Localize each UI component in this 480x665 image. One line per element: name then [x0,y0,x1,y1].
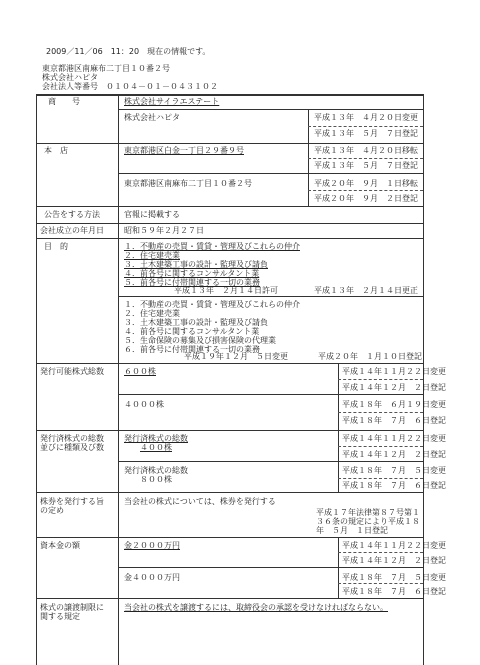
mokuteki-new-date-2: 平成２０年 １月１０日登記 [318,352,422,361]
hakkozumi-change-date-2: 平成１８年 ７月 ５日変更 [342,466,446,475]
shihon-change-date-2: 平成１８年 ７月 ５日変更 [342,573,446,582]
corporate-number: 会社法人等番号 ０１０４－０１－０４３１０２ [42,82,218,91]
company-name: 株式会社ハピタ [42,73,98,82]
mokuteki-new-6: ６．前各号に付帯関連する一切の業務 [124,345,260,354]
mokuteki-old-1: １．不動産の売買・賃貸・管理及びこれらの仲介 [124,242,300,251]
label-honten: 本 店 [44,146,68,155]
shihon-change-date-1: 平成１４年１１月２２日変更 [342,541,446,550]
mokuteki-old-date: 平成１３年 ２月１４日許可 [174,286,278,295]
hakkozumi-register-date-2: 平成１８年 ７月 ６日登記 [342,481,446,490]
label-shogo: 商 号 [48,97,80,106]
honten-move-date-2: 平成２０年 ９月 １日移転 [314,179,418,188]
mokuteki-old-date-2: 平成１３年 ２月１４日更正 [314,286,418,295]
label-koukoku: 公告をする方法 [44,210,100,219]
shihon-register-date-2: 平成１８年 ７月 ６日登記 [342,587,446,596]
mokuteki-new-date: 平成１９年１２月 ５日変更 [184,352,288,361]
kabuken-value: 当会社の株式については、株券を発行する [124,497,276,506]
honten-register-date-1: 平成１３年 ５月 ７日登記 [314,161,418,170]
hakkozumi-old-value: ４００株 [140,443,172,452]
honten-current: 東京都港区南麻布二丁目１０番２号 [124,179,252,188]
label-kabuken-1: 株券を発行する旨 [40,497,104,506]
kanou-old: ６００株 [124,367,156,376]
label-seiritsu: 会社成立の年月日 [40,226,104,235]
jouto-value: 当会社の株式を譲渡するには、取締役会の承認を受けなければならない。 [124,603,388,612]
kabuken-note-1: 平成１７年法律第８７号第１ [316,508,420,517]
kanou-change-date-1: 平成１４年１１月２２日変更 [342,367,446,376]
mokuteki-old-2: ２．住宅建売業 [124,251,180,260]
label-shihon: 資本金の額 [40,541,80,550]
hakkozumi-current-value: ８００株 [140,475,172,484]
label-hakkozumi-1: 発行済株式の総数 [40,434,104,443]
label-mokuteki: 目 的 [44,242,68,251]
mokuteki-new-3: ３．土木建築工事の設計・監理及び請負 [124,318,268,327]
hakkozumi-register-date-1: 平成１４年１２月 ２日登記 [342,450,446,459]
label-kanou: 発行可能株式総数 [40,367,104,376]
kabuken-note-2: ３６条の規定により平成１８ [316,517,420,526]
mokuteki-new-4: ４．前各号に関するコンサルタント業 [124,327,260,336]
kanou-register-date-1: 平成１４年１２月 ２日登記 [342,383,446,392]
mokuteki-new-5: ５．生命保険の募集及び損害保険の代理業 [124,336,276,345]
kabuken-note-3: 年 ５月 １日登記 [316,526,388,535]
label-jouto-1: 株式の譲渡制限に [40,603,104,612]
timestamp: 2009／11／06 11：20 現在の情報です。 [46,47,211,56]
kanou-register-date-2: 平成１８年 ７月 ６日登記 [342,416,446,425]
shogo-old: 株式会社サイラエステート [124,97,220,106]
label-jouto-2: 関する規定 [40,612,80,621]
shihon-old: 金２０００万円 [124,541,180,550]
mokuteki-old-4: ４．前各号に関するコンサルタント業 [124,269,260,278]
hakkozumi-change-date-1: 平成１４年１１月２２日変更 [342,434,446,443]
kanou-current: ４０００株 [124,400,164,409]
honten-register-date-2: 平成２０年 ９月 ２日登記 [314,194,418,203]
shihon-current: 金４０００万円 [124,573,180,582]
hakkozumi-current-label: 発行済株式の総数 [124,466,188,475]
koukoku-value: 官報に掲載する [124,210,180,219]
label-kabuken-2: の定め [40,506,64,515]
mokuteki-new-1: １．不動産の売買・賃貸・管理及びこれらの仲介 [124,300,300,309]
shogo-register-date: 平成１３年 ５月 ７日登記 [314,129,418,138]
mokuteki-old-3: ３．土木建築工事の設計・監理及び請負 [124,260,268,269]
honten-move-date-1: 平成１３年 ４月２０日移転 [314,146,418,155]
honten-old: 東京都港区白金一丁目２９番９号 [124,146,244,155]
shogo-current: 株式会社ハピタ [124,113,180,122]
label-hakkozumi-2: 並びに種類及び数 [40,443,104,452]
shihon-register-date-1: 平成１４年１２月 ２日登記 [342,556,446,565]
mokuteki-new-2: ２．住宅建売業 [124,309,180,318]
kanou-change-date-2: 平成１８年 ６月１９日変更 [342,400,446,409]
mokuteki-old-5: ５．前各号に付帯関連する一切の業務 [124,278,260,287]
company-address: 東京都港区南麻布二丁目１０番２号 [42,64,170,73]
hakkozumi-old-label: 発行済株式の総数 [124,434,188,443]
shogo-change-date: 平成１３年 ４月２０日変更 [314,113,418,122]
seiritsu-value: 昭和５９年２月２７日 [124,226,204,235]
